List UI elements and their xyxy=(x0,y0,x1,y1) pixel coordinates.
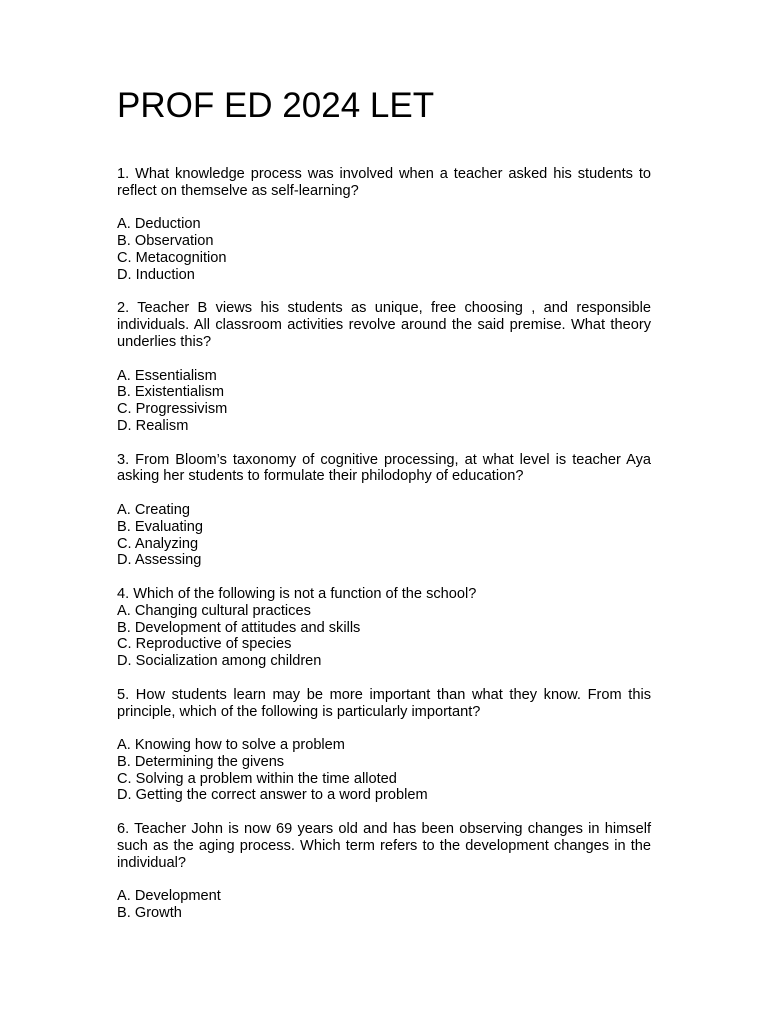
answer-options xyxy=(117,888,651,922)
option-b: B. Evaluating xyxy=(117,518,203,535)
option-b: B. Observation xyxy=(117,233,214,250)
answer-options xyxy=(117,368,651,435)
option-b: B. Determining the givens xyxy=(117,753,285,770)
question-1 xyxy=(117,166,651,284)
answer-options xyxy=(117,216,651,283)
question-4 xyxy=(117,586,651,670)
option-d: D. Induction xyxy=(117,266,195,283)
option-c: C. Progressivism xyxy=(117,401,228,418)
option-b: B. Growth xyxy=(117,905,182,922)
question-text: 4. Which of the following is not a function of the school? xyxy=(117,585,477,602)
question-text: 2. Teacher B views his students as unique, free choosing , and responsible individuals. All classroom activities revolve around the said premise. What theory underlies this? xyxy=(117,300,651,350)
question-text: 6. Teacher John is now 69 years old and has been observing changes in himself such as the aging process. Which term refers to the development changes in the individual? xyxy=(117,821,651,871)
question-2 xyxy=(117,300,651,434)
option-a: A. Creating xyxy=(117,501,191,518)
question-5 xyxy=(117,687,651,805)
option-c: C. Reproductive of species xyxy=(117,636,292,653)
option-a: A. Knowing how to solve a problem xyxy=(117,737,345,754)
option-a: A. Essentialism xyxy=(117,367,217,384)
answer-options xyxy=(117,502,651,569)
answer-options xyxy=(117,737,651,804)
option-d: D. Assessing xyxy=(117,552,202,569)
option-c: C. Analyzing xyxy=(117,535,199,552)
document-title: PROF ED 2024 LET xyxy=(117,86,435,125)
document-page xyxy=(117,86,651,939)
option-a: A. Development xyxy=(117,888,221,905)
option-a: A. Changing cultural practices xyxy=(117,602,311,619)
option-c: C. Solving a problem within the time alloted xyxy=(117,770,397,787)
question-text: 1. What knowledge process was involved when a teacher asked his students to reflect on themselve as self-learning? xyxy=(117,166,651,199)
option-d: D. Getting the correct answer to a word problem xyxy=(117,787,428,804)
question-3 xyxy=(117,452,651,570)
option-d: D. Realism xyxy=(117,417,189,434)
answer-options xyxy=(117,603,651,670)
question-text: 5. How students learn may be more important than what they know. From this principle, which of the following is particularly important? xyxy=(117,686,651,720)
option-b: B. Existentialism xyxy=(117,384,225,401)
question-text: 3. From Bloom’s taxonomy of cognitive processing, at what level is teacher Aya asking her students to formulate their philodophy of education? xyxy=(117,451,651,485)
option-a: A. Deduction xyxy=(117,216,201,233)
option-b: B. Development of attitudes and skills xyxy=(117,619,361,636)
option-d: D. Socialization among children xyxy=(117,653,322,670)
question-6 xyxy=(117,821,651,922)
option-c: C. Metacognition xyxy=(117,249,227,266)
